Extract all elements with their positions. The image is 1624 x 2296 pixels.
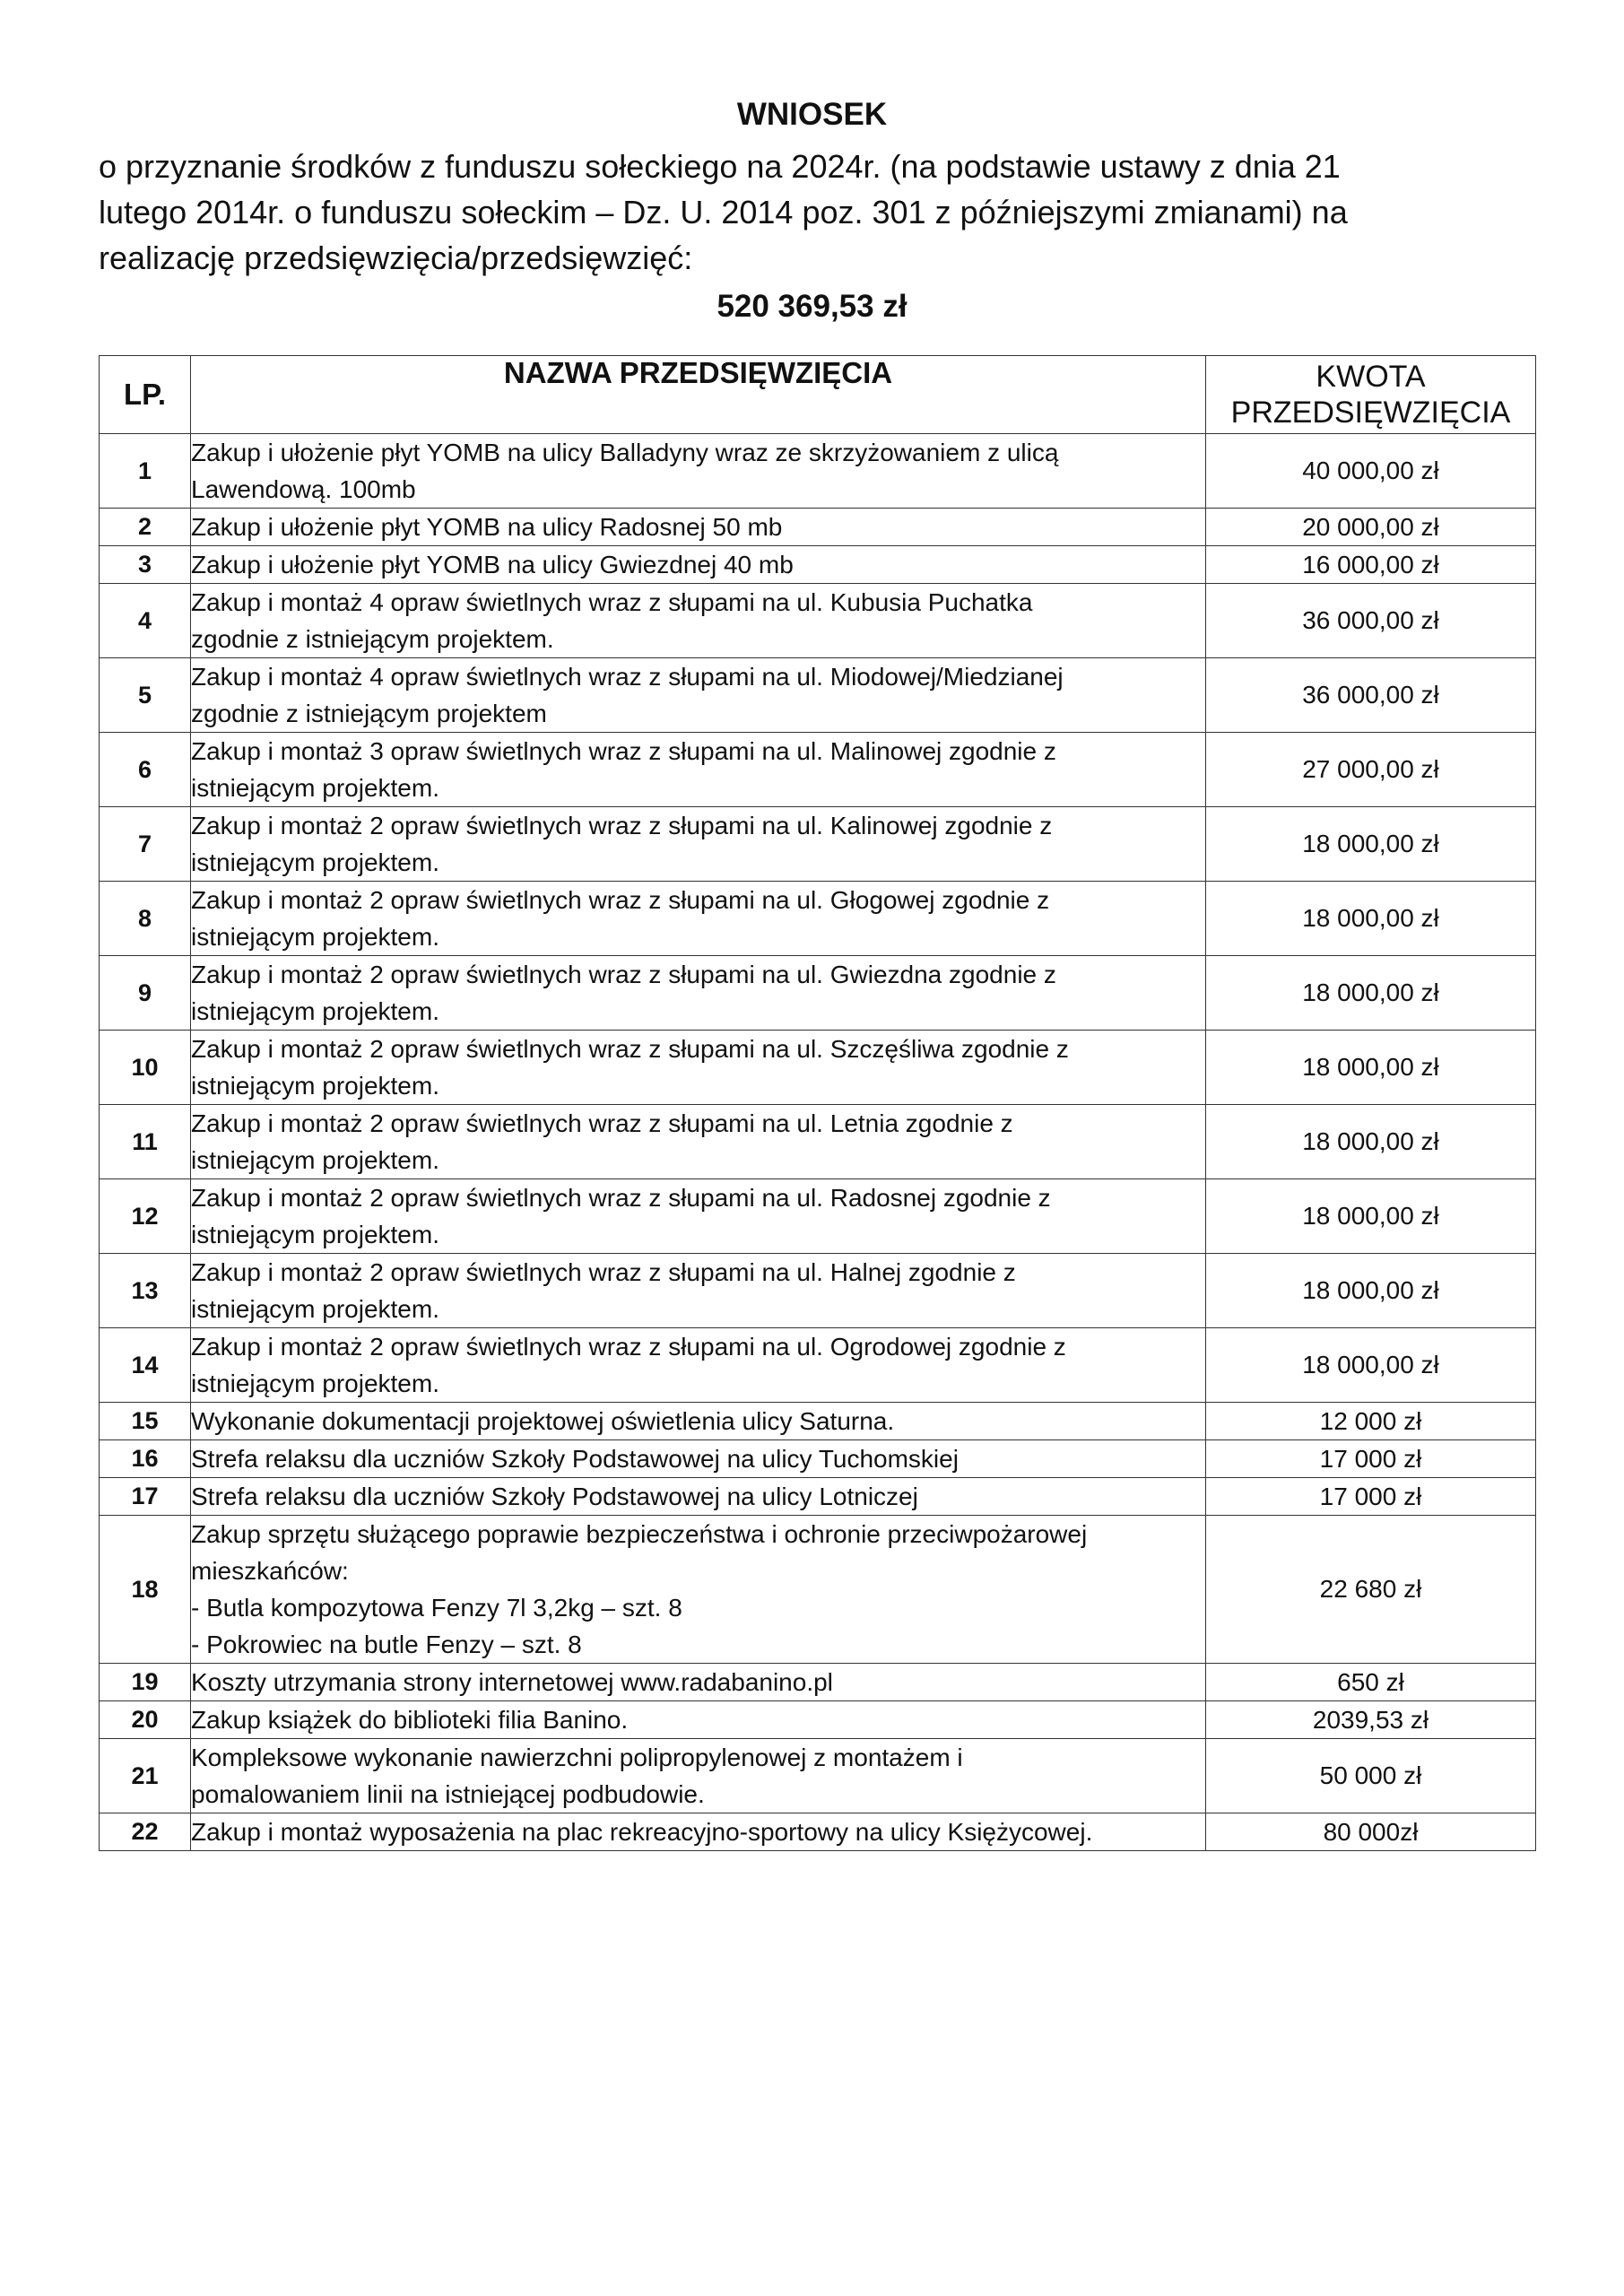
project-name-line: mieszkańców: bbox=[191, 1557, 349, 1585]
project-name bbox=[191, 1664, 1206, 1701]
table-row bbox=[100, 733, 1536, 807]
project-name bbox=[191, 956, 1206, 1031]
project-name bbox=[191, 1478, 1206, 1516]
project-name-line: Zakup i ułożenie płyt YOMB na ulicy Balladyny wraz ze skrzyżowaniem z ulicą bbox=[191, 439, 1059, 466]
row-number: 19 bbox=[100, 1664, 191, 1701]
project-name-line: istniejącym projektem. bbox=[191, 774, 439, 802]
header-amount-line: KWOTA bbox=[1316, 360, 1426, 394]
table-row bbox=[100, 956, 1536, 1031]
table-body bbox=[100, 434, 1536, 1851]
project-amount: 22 680 zł bbox=[1206, 1516, 1536, 1664]
total-amount: 520 369,53 zł bbox=[716, 289, 908, 324]
project-name-line: Zakup i montaż 2 opraw świetlnych wraz z słupami na ul. Głogowej zgodnie z bbox=[191, 886, 1050, 914]
row-number: 4 bbox=[100, 584, 191, 658]
row-number: 13 bbox=[100, 1254, 191, 1328]
intro-line: o przyznanie środków z funduszu sołeckiego na 2024r. (na podstawie ustawy z dnia 21 bbox=[99, 148, 1341, 185]
project-name bbox=[191, 1440, 1206, 1478]
table-row bbox=[100, 1739, 1536, 1813]
project-name-line: istniejącym projektem. bbox=[191, 848, 439, 876]
project-name bbox=[191, 1328, 1206, 1403]
row-number: 22 bbox=[100, 1813, 191, 1851]
row-number: 2 bbox=[100, 509, 191, 546]
projects-table bbox=[99, 355, 1536, 1851]
row-number: 5 bbox=[100, 658, 191, 733]
project-name bbox=[191, 1105, 1206, 1179]
project-amount: 12 000 zł bbox=[1206, 1403, 1536, 1440]
row-number: 20 bbox=[100, 1701, 191, 1739]
project-name bbox=[191, 584, 1206, 658]
project-name-line: Strefa relaksu dla uczniów Szkoły Podstawowej na ulicy Lotniczej bbox=[191, 1483, 918, 1510]
project-name-line: zgodnie z istniejącym projektem bbox=[191, 700, 547, 727]
project-amount: 18 000,00 zł bbox=[1206, 1179, 1536, 1254]
project-amount: 18 000,00 zł bbox=[1206, 1328, 1536, 1403]
project-name-line: Zakup sprzętu służącego poprawie bezpieczeństwa i ochronie przeciwpożarowej bbox=[191, 1520, 1088, 1548]
project-name-line: istniejącym projektem. bbox=[191, 1370, 439, 1397]
project-amount: 17 000 zł bbox=[1206, 1440, 1536, 1478]
project-name-line: Zakup i montaż 2 opraw świetlnych wraz z słupami na ul. Gwiezdna zgodnie z bbox=[191, 961, 1056, 988]
project-name-line: istniejącym projektem. bbox=[191, 1072, 439, 1100]
project-name-line: istniejącym projektem. bbox=[191, 997, 439, 1025]
project-name bbox=[191, 1739, 1206, 1813]
table-header-row bbox=[100, 356, 1536, 434]
table-row bbox=[100, 1179, 1536, 1254]
row-number: 6 bbox=[100, 733, 191, 807]
row-number: 18 bbox=[100, 1516, 191, 1664]
project-amount: 18 000,00 zł bbox=[1206, 956, 1536, 1031]
project-amount: 80 000zł bbox=[1206, 1813, 1536, 1851]
table-row bbox=[100, 1105, 1536, 1179]
project-name-line: Zakup i montaż 2 opraw świetlnych wraz z słupami na ul. Halnej zgodnie z bbox=[191, 1258, 1016, 1286]
table-row bbox=[100, 1516, 1536, 1664]
project-name-line: - Pokrowiec na butle Fenzy – szt. 8 bbox=[191, 1631, 582, 1658]
intro-line: realizację przedsięwzięcia/przedsięwzięć: bbox=[99, 239, 693, 276]
project-name bbox=[191, 1813, 1206, 1851]
project-name-line: Lawendową. 100mb bbox=[191, 475, 416, 503]
table-row bbox=[100, 509, 1536, 546]
project-name-line: Zakup i montaż 2 opraw świetlnych wraz z słupami na ul. Letnia zgodnie z bbox=[191, 1109, 1013, 1137]
project-name-line: Zakup i montaż 2 opraw świetlnych wraz z słupami na ul. Szczęśliwa zgodnie z bbox=[191, 1035, 1069, 1063]
project-name-line: istniejącym projektem. bbox=[191, 923, 439, 951]
project-amount: 18 000,00 zł bbox=[1206, 882, 1536, 956]
table-row bbox=[100, 546, 1536, 584]
table-row bbox=[100, 1664, 1536, 1701]
row-number: 1 bbox=[100, 434, 191, 509]
row-number: 14 bbox=[100, 1328, 191, 1403]
project-name-line: Kompleksowe wykonanie nawierzchni polipropylenowej z montażem i bbox=[191, 1744, 963, 1771]
header-amount bbox=[1206, 356, 1536, 434]
project-amount: 650 zł bbox=[1206, 1664, 1536, 1701]
project-amount: 18 000,00 zł bbox=[1206, 1031, 1536, 1105]
table-row bbox=[100, 1440, 1536, 1478]
table-row bbox=[100, 882, 1536, 956]
table-row bbox=[100, 807, 1536, 882]
row-number: 11 bbox=[100, 1105, 191, 1179]
row-number: 3 bbox=[100, 546, 191, 584]
table-row bbox=[100, 1031, 1536, 1105]
project-name-line: pomalowaniem linii na istniejącej podbudowie. bbox=[191, 1780, 705, 1808]
document-title: WNIOSEK bbox=[736, 97, 888, 132]
project-amount: 18 000,00 zł bbox=[1206, 1254, 1536, 1328]
row-number: 7 bbox=[100, 807, 191, 882]
project-amount: 18 000,00 zł bbox=[1206, 1105, 1536, 1179]
table-row bbox=[100, 584, 1536, 658]
project-name-line: Koszty utrzymania strony internetowej www.radabanino.pl bbox=[191, 1668, 833, 1696]
header-lp: LP. bbox=[100, 356, 191, 434]
project-name-line: Zakup i montaż 4 opraw świetlnych wraz z słupami na ul. Kubusia Puchatka bbox=[191, 588, 1033, 616]
project-name bbox=[191, 1031, 1206, 1105]
project-name bbox=[191, 546, 1206, 584]
project-name-line: Zakup i ułożenie płyt YOMB na ulicy Gwiezdnej 40 mb bbox=[191, 551, 794, 578]
project-name bbox=[191, 1701, 1206, 1739]
project-name-line: Wykonanie dokumentacji projektowej oświetlenia ulicy Saturna. bbox=[191, 1407, 895, 1435]
row-number: 16 bbox=[100, 1440, 191, 1478]
project-amount: 16 000,00 zł bbox=[1206, 546, 1536, 584]
row-number: 9 bbox=[100, 956, 191, 1031]
project-name-line: zgodnie z istniejącym projektem. bbox=[191, 625, 554, 653]
project-name-line: - Butla kompozytowa Fenzy 7l 3,2kg – szt. 8 bbox=[191, 1594, 682, 1622]
table-row bbox=[100, 1254, 1536, 1328]
project-name bbox=[191, 882, 1206, 956]
project-name-line: istniejącym projektem. bbox=[191, 1295, 439, 1323]
table-row bbox=[100, 658, 1536, 733]
project-amount: 36 000,00 zł bbox=[1206, 584, 1536, 658]
intro-line: lutego 2014r. o funduszu sołeckim – Dz. U. 2014 poz. 301 z późniejszymi zmianami) na bbox=[99, 194, 1348, 230]
table-row bbox=[100, 1403, 1536, 1440]
project-name-line: Zakup i montaż 2 opraw świetlnych wraz z słupami na ul. Ogrodowej zgodnie z bbox=[191, 1333, 1066, 1361]
row-number: 15 bbox=[100, 1403, 191, 1440]
project-amount: 27 000,00 zł bbox=[1206, 733, 1536, 807]
row-number: 21 bbox=[100, 1739, 191, 1813]
project-name bbox=[191, 1254, 1206, 1328]
project-amount: 2039,53 zł bbox=[1206, 1701, 1536, 1739]
project-name bbox=[191, 509, 1206, 546]
project-name-line: Zakup i montaż 4 opraw świetlnych wraz z słupami na ul. Miodowej/Miedzianej bbox=[191, 663, 1064, 691]
row-number: 10 bbox=[100, 1031, 191, 1105]
row-number: 8 bbox=[100, 882, 191, 956]
project-amount: 36 000,00 zł bbox=[1206, 658, 1536, 733]
project-name bbox=[191, 1179, 1206, 1254]
row-number: 12 bbox=[100, 1179, 191, 1254]
project-amount: 50 000 zł bbox=[1206, 1739, 1536, 1813]
project-name bbox=[191, 807, 1206, 882]
project-name-line: Zakup i montaż wyposażenia na plac rekreacyjno-sportowy na ulicy Księżycowej. bbox=[191, 1818, 1093, 1846]
project-name bbox=[191, 434, 1206, 509]
project-name-line: istniejącym projektem. bbox=[191, 1221, 439, 1248]
project-name-line: Zakup i montaż 3 opraw świetlnych wraz z słupami na ul. Malinowej zgodnie z bbox=[191, 737, 1056, 765]
project-amount: 18 000,00 zł bbox=[1206, 807, 1536, 882]
project-name-line: Zakup i ułożenie płyt YOMB na ulicy Radosnej 50 mb bbox=[191, 513, 783, 541]
project-name bbox=[191, 1403, 1206, 1440]
project-name-line: Strefa relaksu dla uczniów Szkoły Podstawowej na ulicy Tuchomskiej bbox=[191, 1445, 959, 1473]
project-name-line: istniejącym projektem. bbox=[191, 1146, 439, 1174]
project-name bbox=[191, 1516, 1206, 1664]
intro-paragraph bbox=[99, 144, 1533, 281]
row-number: 17 bbox=[100, 1478, 191, 1516]
project-amount: 20 000,00 zł bbox=[1206, 509, 1536, 546]
table-row bbox=[100, 434, 1536, 509]
table-row bbox=[100, 1328, 1536, 1403]
header-amount-line: PRZEDSIĘWZIĘCIA bbox=[1230, 396, 1511, 430]
project-name bbox=[191, 733, 1206, 807]
header-name: NAZWA PRZEDSIĘWZIĘCIA bbox=[191, 356, 1206, 434]
project-name-line: Zakup i montaż 2 opraw świetlnych wraz z słupami na ul. Kalinowej zgodnie z bbox=[191, 812, 1053, 839]
project-amount: 40 000,00 zł bbox=[1206, 434, 1536, 509]
project-name-line: Zakup i montaż 2 opraw świetlnych wraz z słupami na ul. Radosnej zgodnie z bbox=[191, 1184, 1051, 1212]
table-row bbox=[100, 1813, 1536, 1851]
table-row bbox=[100, 1478, 1536, 1516]
project-name bbox=[191, 658, 1206, 733]
table-row bbox=[100, 1701, 1536, 1739]
project-name-line: Zakup książek do biblioteki filia Banino. bbox=[191, 1706, 629, 1734]
project-amount: 17 000 zł bbox=[1206, 1478, 1536, 1516]
